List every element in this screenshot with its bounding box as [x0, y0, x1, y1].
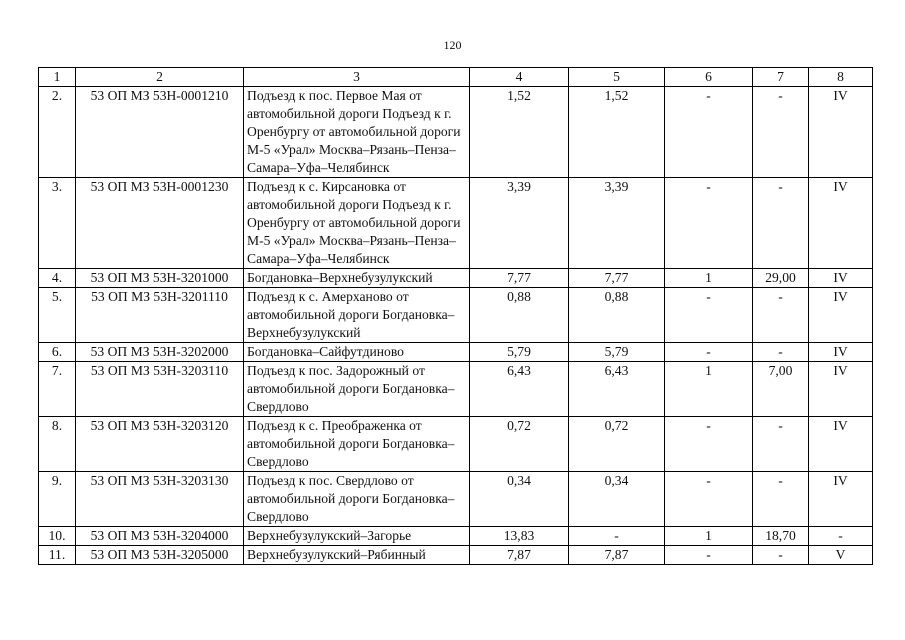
col6-value: 1 — [665, 527, 753, 546]
row-number: 4. — [39, 269, 76, 288]
row-number: 6. — [39, 343, 76, 362]
row-number: 10. — [39, 527, 76, 546]
road-code: 53 ОП МЗ 53Н-3205000 — [76, 546, 244, 565]
col4-value: 13,83 — [470, 527, 569, 546]
col4-value: 3,39 — [470, 178, 569, 269]
road-category: IV — [809, 417, 873, 472]
col7-value: 18,70 — [753, 527, 809, 546]
col4-value: 0,34 — [470, 472, 569, 527]
row-number: 2. — [39, 87, 76, 178]
road-code: 53 ОП МЗ 53Н-3201000 — [76, 269, 244, 288]
col7-value: - — [753, 343, 809, 362]
col7-value: - — [753, 288, 809, 343]
column-header: 7 — [753, 68, 809, 87]
road-code: 53 ОП МЗ 53Н-0001210 — [76, 87, 244, 178]
col6-value: - — [665, 472, 753, 527]
road-code: 53 ОП МЗ 53Н-3203110 — [76, 362, 244, 417]
table-body — [39, 87, 873, 565]
column-header: 5 — [569, 68, 665, 87]
col7-value: - — [753, 417, 809, 472]
col7-value: - — [753, 546, 809, 565]
road-category: IV — [809, 178, 873, 269]
col6-value: - — [665, 546, 753, 565]
table-row — [39, 178, 873, 269]
column-header: 6 — [665, 68, 753, 87]
table-row — [39, 288, 873, 343]
road-category: IV — [809, 288, 873, 343]
col5-value: 0,34 — [569, 472, 665, 527]
row-number: 3. — [39, 178, 76, 269]
col4-value: 7,77 — [470, 269, 569, 288]
road-code: 53 ОП МЗ 53Н-3203120 — [76, 417, 244, 472]
road-name: Подъезд к пос. Первое Мая от автомобильной дороги Подъезд к г. Оренбургу от автомобильной дороги М-5 «Урал» Москва–Рязань–Пенза–Самара–Уфа–Челябинск — [244, 87, 470, 178]
road-name: Подъезд к пос. Задорожный от автомобильной дороги Богдановка–Свердлово — [244, 362, 470, 417]
col5-value: 0,72 — [569, 417, 665, 472]
road-code: 53 ОП МЗ 53Н-3204000 — [76, 527, 244, 546]
col4-value: 5,79 — [470, 343, 569, 362]
road-code: 53 ОП МЗ 53Н-3203130 — [76, 472, 244, 527]
col7-value: - — [753, 178, 809, 269]
table-row — [39, 546, 873, 565]
road-category: IV — [809, 472, 873, 527]
road-name: Верхнебузулукский–Рябинный — [244, 546, 470, 565]
table-row — [39, 87, 873, 178]
table-row — [39, 343, 873, 362]
col5-value: - — [569, 527, 665, 546]
road-category: IV — [809, 87, 873, 178]
table-row — [39, 472, 873, 527]
col6-value: - — [665, 288, 753, 343]
page-number: 120 — [443, 38, 462, 52]
col7-value: - — [753, 472, 809, 527]
col4-value: 7,87 — [470, 546, 569, 565]
col6-value: - — [665, 417, 753, 472]
col4-value: 0,72 — [470, 417, 569, 472]
road-code: 53 ОП МЗ 53Н-3201110 — [76, 288, 244, 343]
col5-value: 0,88 — [569, 288, 665, 343]
road-name: Богдановка–Верхнебузулукский — [244, 269, 470, 288]
road-category: IV — [809, 269, 873, 288]
row-number: 8. — [39, 417, 76, 472]
col7-value: 29,00 — [753, 269, 809, 288]
road-name: Подъезд к с. Кирсановка от автомобильной дороги Подъезд к г. Оренбургу от автомобильной дороги М-5 «Урал» Москва–Рязань–Пенза–Самара–Уфа–Челябинск — [244, 178, 470, 269]
row-number: 7. — [39, 362, 76, 417]
col5-value: 5,79 — [569, 343, 665, 362]
road-category: V — [809, 546, 873, 565]
row-number: 9. — [39, 472, 76, 527]
road-code: 53 ОП МЗ 53Н-3202000 — [76, 343, 244, 362]
col7-value: 7,00 — [753, 362, 809, 417]
table-row — [39, 527, 873, 546]
column-header: 3 — [244, 68, 470, 87]
table-row — [39, 417, 873, 472]
road-category: IV — [809, 343, 873, 362]
row-number: 11. — [39, 546, 76, 565]
col5-value: 7,77 — [569, 269, 665, 288]
col4-value: 1,52 — [470, 87, 569, 178]
col5-value: 7,87 — [569, 546, 665, 565]
table-row — [39, 269, 873, 288]
road-name: Подъезд к с. Амерханово от автомобильной дороги Богдановка–Верхнебузулукский — [244, 288, 470, 343]
roads-table — [38, 67, 873, 565]
road-name: Богдановка–Сайфутдиново — [244, 343, 470, 362]
column-header: 4 — [470, 68, 569, 87]
table-header-row — [39, 68, 873, 87]
col6-value: - — [665, 178, 753, 269]
road-name: Подъезд к пос. Свердлово от автомобильной дороги Богдановка–Свердлово — [244, 472, 470, 527]
col5-value: 3,39 — [569, 178, 665, 269]
col7-value: - — [753, 87, 809, 178]
col4-value: 6,43 — [470, 362, 569, 417]
col5-value: 6,43 — [569, 362, 665, 417]
road-category: - — [809, 527, 873, 546]
column-header: 2 — [76, 68, 244, 87]
road-category: IV — [809, 362, 873, 417]
col4-value: 0,88 — [470, 288, 569, 343]
row-number: 5. — [39, 288, 76, 343]
col6-value: - — [665, 87, 753, 178]
road-name: Верхнебузулукский–Загорье — [244, 527, 470, 546]
column-header: 8 — [809, 68, 873, 87]
road-code: 53 ОП МЗ 53Н-0001230 — [76, 178, 244, 269]
col6-value: 1 — [665, 269, 753, 288]
col6-value: - — [665, 343, 753, 362]
table-row — [39, 362, 873, 417]
col6-value: 1 — [665, 362, 753, 417]
road-name: Подъезд к с. Преображенка от автомобильной дороги Богдановка–Свердлово — [244, 417, 470, 472]
column-header: 1 — [39, 68, 76, 87]
col5-value: 1,52 — [569, 87, 665, 178]
